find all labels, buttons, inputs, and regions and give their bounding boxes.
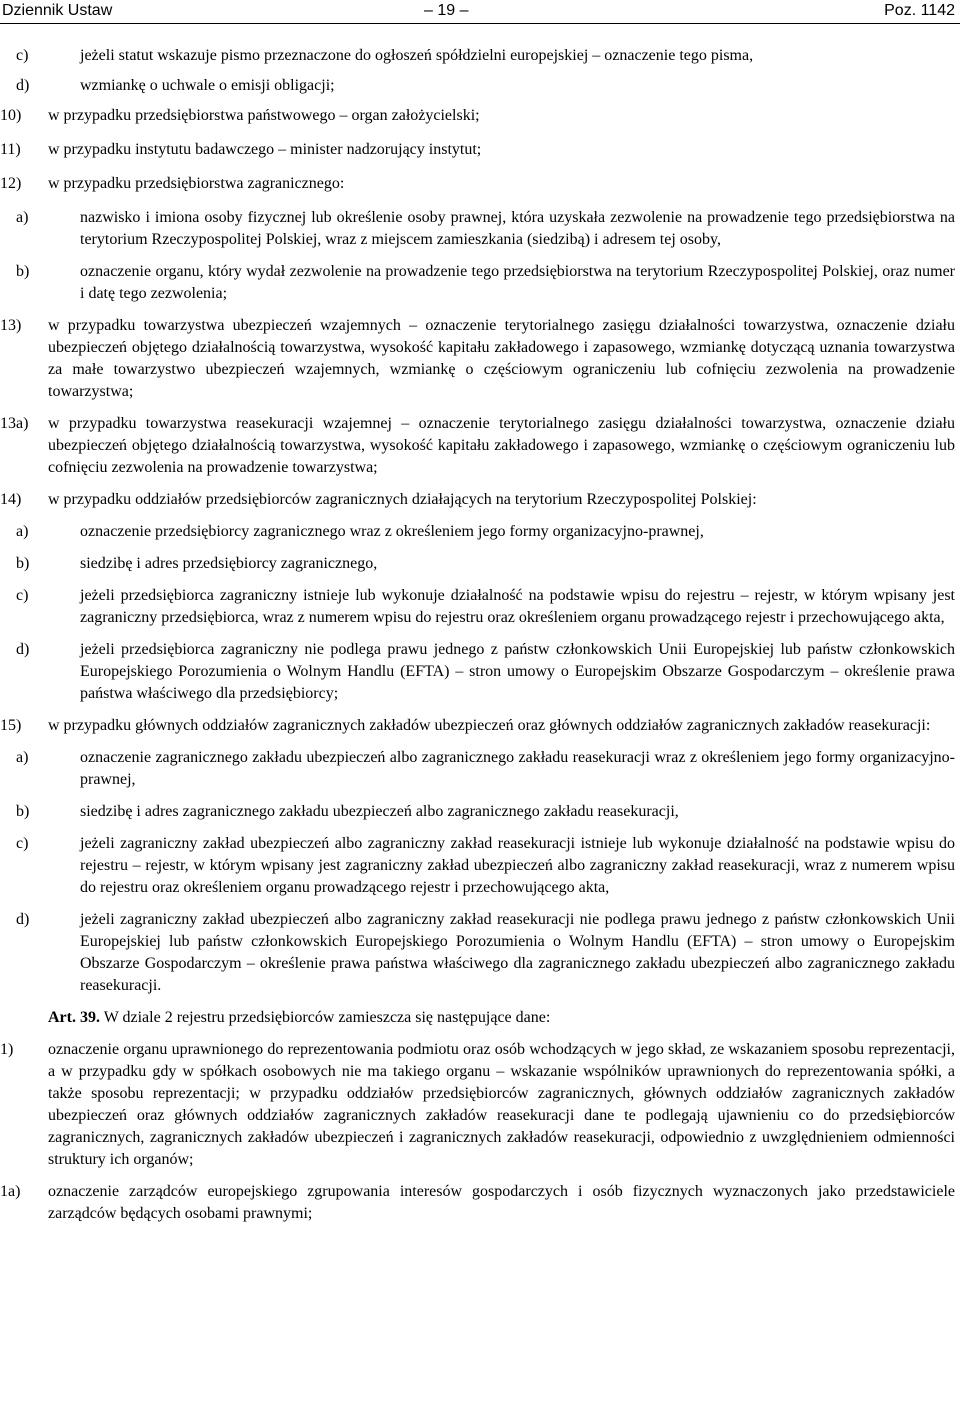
- item-text: jeżeli zagraniczny zakład ubezpieczeń albo zagraniczny zakład reasekuracji istnieje lub wykonuje działalność na podstawie wpisu do rejestru – rejestr, w którym wpisany jest zagraniczny zakład ubezpieczeń albo zagraniczny zakład reasekuracji, wraz z numerem wpisu do rejestru oraz określeniem organu prowadzącego rejestr i przechowującego akta,: [80, 835, 955, 896]
- item-text: w przypadku przedsiębiorstwa zagranicznego:: [48, 175, 345, 192]
- item-label: 15): [0, 717, 22, 734]
- item-label: c): [16, 47, 29, 64]
- list-item: [0, 413, 955, 479]
- item-label: a): [16, 209, 29, 226]
- item-text: w przypadku oddziałów przedsiębiorców zagranicznych działających na terytorium Rzeczypospolitej Polskiej:: [48, 491, 757, 508]
- item-label: 11): [0, 141, 21, 158]
- item-text: oznaczenie przedsiębiorcy zagranicznego wraz z określeniem jego formy organizacyjno-prawnej,: [80, 523, 704, 540]
- article-number: Art. 39.: [48, 1009, 100, 1026]
- item-label: d): [16, 911, 30, 928]
- item-text: siedzibę i adres zagranicznego zakładu ubezpieczeń albo zagranicznego zakładu reasekuracji,: [80, 803, 679, 820]
- item-label: d): [16, 77, 30, 94]
- list-item: [16, 639, 955, 705]
- item-label: c): [16, 587, 29, 604]
- item-text: w przypadku instytutu badawczego – minister nadzorujący instytut;: [48, 141, 482, 158]
- header-rule: [0, 23, 960, 24]
- list-item: [16, 45, 955, 67]
- list-item: [16, 801, 955, 823]
- item-text: siedzibę i adres przedsiębiorcy zagranicznego,: [80, 555, 378, 572]
- list-item: [16, 585, 955, 629]
- item-text: wzmiankę o uchwale o emisji obligacji;: [80, 77, 335, 94]
- list-item: [0, 1181, 955, 1225]
- item-label: d): [16, 641, 30, 658]
- list-item: [16, 553, 955, 575]
- item-text: oznaczenie zagranicznego zakładu ubezpieczeń albo zagranicznego zakładu reasekuracji wraz z określeniem jego formy organizacyjno-prawnej,: [80, 749, 955, 788]
- list-item: [0, 489, 955, 511]
- document-body: [0, 40, 955, 1225]
- list-item: [0, 715, 955, 737]
- item-text: w przypadku towarzystwa ubezpieczeń wzajemnych – oznaczenie terytorialnego zasięgu działalności towarzystwa, oznaczenie działu ubezpieczeń objętego działalnością towarzystwa, wysokość kapitału zakładowego i zapasowego, wzmiankę dotyczącą uznania towarzystwa za małe towarzystwo ubezpieczeń wzajemnych, wzmiankę o częściowym ograniczeniu lub cofnięciu zezwolenia na prowadzenie towarzystwa;: [48, 317, 955, 400]
- list-item: [16, 261, 955, 305]
- item-text: w przypadku głównych oddziałów zagranicznych zakładów ubezpieczeń oraz głównych oddziałów zagranicznych zakładów reasekuracji:: [48, 717, 931, 734]
- item-text: w przypadku przedsiębiorstwa państwowego – organ założycielski;: [48, 107, 480, 124]
- item-text: oznaczenie organu uprawnionego do reprezentowania podmiotu oraz osób wchodzących w jego skład, ze wskazaniem sposobu reprezentacji, a w przypadku gdy w spółkach osobowych nie ma takiego organu – wskazanie wspólników uprawnionych do reprezentowania spółki, a także sposobu reprezentacji; w przypadku oddziałów przedsiębiorców zagranicznych, głównych oddziałów zagranicznych zakładów ubezpieczeń oraz głównych oddziałów zagranicznych zakładów reasekuracji dane te podlegają ujawnieniu co do przedsiębiorców zagranicznych, zagranicznych zakładów ubezpieczeń i zagranicznych zakładów reasekuracji, odpowiednio z uwzględnieniem odmienności struktury ich organów;: [48, 1041, 955, 1168]
- item-text: oznaczenie zarządców europejskiego zgrupowania interesów gospodarczych i osób fizycznych wyznaczonych jako przedstawiciele zarządców będących osobami prawnymi;: [48, 1183, 955, 1222]
- item-label: 14): [0, 491, 22, 508]
- item-label: b): [16, 803, 30, 820]
- position-number: Poz. 1142: [884, 2, 955, 19]
- item-text: jeżeli przedsiębiorca zagraniczny nie podlega prawu jednego z państw członkowskich Unii Europejskiej lub państw członkowskich Europejskiego Porozumienia o Wolnym Handlu (EFTA) – stron umowy o Europejskim Obszarze Gospodarczym – określenie prawa państwa właściwego dla przedsiębiorcy;: [80, 641, 955, 702]
- article-heading: [0, 1007, 955, 1029]
- list-item: [0, 105, 955, 127]
- list-item: [16, 747, 955, 791]
- item-text: oznaczenie organu, który wydał zezwolenie na prowadzenie tego przedsiębiorstwa na terytorium Rzeczypospolitej Polskiej, oraz numer i datę tego zezwolenia;: [80, 263, 955, 302]
- item-label: c): [16, 835, 29, 852]
- item-text: nazwisko i imiona osoby fizycznej lub określenie osoby prawnej, która uzyskała zezwolenie na prowadzenie tego przedsiębiorstwa na terytorium Rzeczypospolitej Polskiej, wraz z miejscem zamieszkania (siedzibą) i adresem tej osoby,: [80, 209, 955, 248]
- list-item: [16, 833, 955, 899]
- page-number: – 19 –: [424, 2, 469, 19]
- list-item: [0, 139, 955, 161]
- list-item: [16, 909, 955, 997]
- item-text: jeżeli zagraniczny zakład ubezpieczeń albo zagraniczny zakład reasekuracji nie podlega prawu jednego z państw członkowskich Unii Europejskiej lub państw członkowskich Europejskiego Porozumienia o Wolnym Handlu (EFTA) – stron umowy o Europejskim Obszarze Gospodarczym – określenie prawa państwa właściwego dla zagranicznego zakładu ubezpieczeń albo zagranicznego zakładu reasekuracji.: [80, 911, 955, 994]
- item-label: 1a): [0, 1183, 21, 1200]
- item-text: w przypadku towarzystwa reasekuracji wzajemnej – oznaczenie terytorialnego zasięgu działalności towarzystwa, oznaczenie działu ubezpieczeń objętego działalnością towarzystwa, wysokość kapitału zakładowego i zapasowego, wzmiankę o częściowym ograniczeniu lub cofnięciu zezwolenia na prowadzenie towarzystwa;: [48, 415, 955, 476]
- item-label: 1): [0, 1041, 14, 1058]
- list-item: [0, 315, 955, 403]
- item-text: jeżeli przedsiębiorca zagraniczny istnieje lub wykonuje działalność na podstawie wpisu do rejestru – rejestr, w którym wpisany jest zagraniczny przedsiębiorca, wraz z numerem wpisu do rejestru oraz określeniem organu prowadzącego rejestr i przechowującego akta,: [80, 587, 955, 626]
- page-header: [0, 0, 960, 24]
- list-item: [16, 207, 955, 251]
- item-label: b): [16, 555, 30, 572]
- item-label: 12): [0, 175, 22, 192]
- list-item: [16, 521, 955, 543]
- item-label: a): [16, 749, 29, 766]
- journal-title: Dziennik Ustaw: [2, 2, 113, 19]
- item-label: a): [16, 523, 29, 540]
- item-label: b): [16, 263, 30, 280]
- item-label: 10): [0, 107, 22, 124]
- article-intro: W dziale 2 rejestru przedsiębiorców zamieszcza się następujące dane:: [99, 1009, 551, 1026]
- item-label: 13): [0, 317, 22, 334]
- list-item: [16, 75, 955, 97]
- list-item: [0, 1039, 955, 1171]
- item-label: 13a): [0, 415, 29, 432]
- item-text: jeżeli statut wskazuje pismo przeznaczone do ogłoszeń spółdzielni europejskiej – oznaczenie tego pisma,: [80, 47, 754, 64]
- list-item: [0, 173, 955, 195]
